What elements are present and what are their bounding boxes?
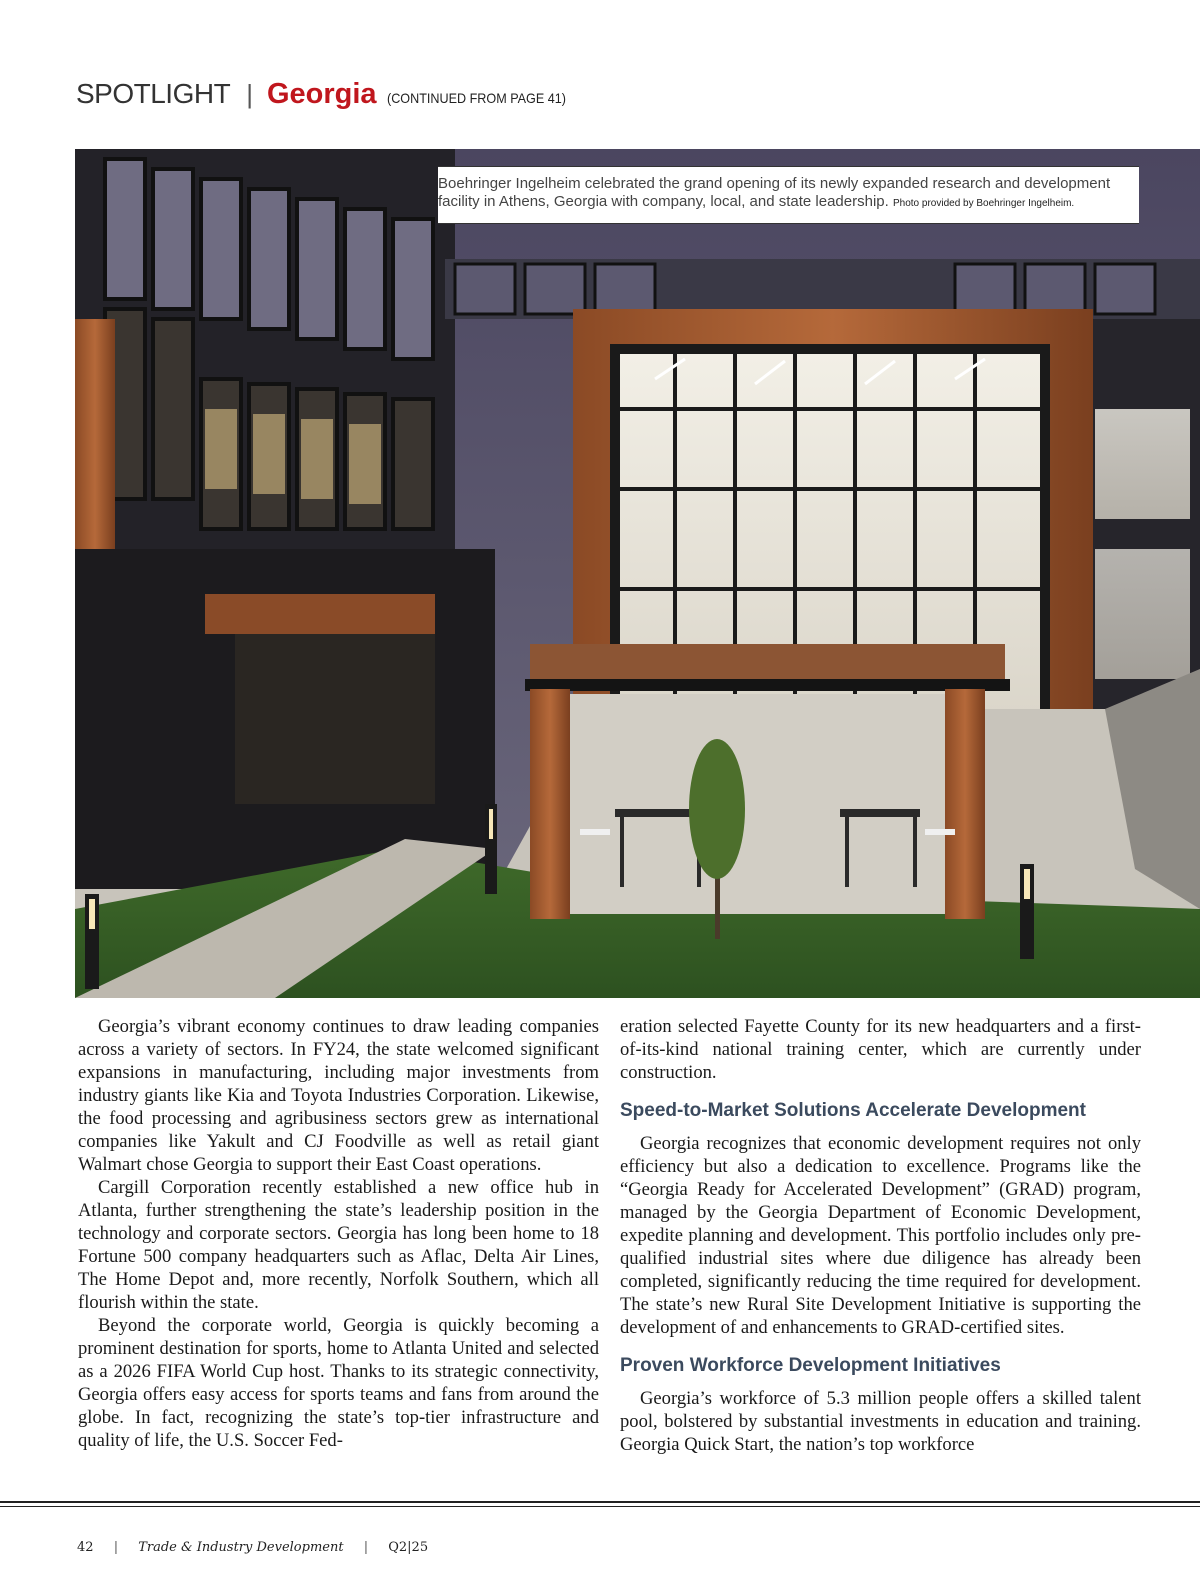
state-title: Georgia <box>266 78 377 110</box>
facility-photo <box>75 149 1200 998</box>
footer-separator: | <box>363 1540 369 1555</box>
header-separator: | <box>246 79 253 109</box>
subheading-workforce: Proven Workforce Development Initiatives <box>620 1355 1001 1376</box>
footer-rule <box>0 1501 1200 1503</box>
body-paragraph: Georgia recognizes that economic development requires not only efficiency but also a dedication to excellence. Programs like the “Georgia Ready for Accelerated Development” (GRAD) program, managed by the Georgia Department of Economic Development, expedite planning and development. This portfolio includes only pre-qualified industrial sites where due diligence has already been completed, significantly reducing the time required for development. The state’s new Rural Site Development Initiative is supporting the development of and enhancements to GRAD-certified sites. <box>620 1133 1141 1338</box>
footer-rule-thin <box>0 1506 1200 1507</box>
publication-name: Trade & Industry Development <box>138 1540 344 1555</box>
section-label: SPOTLIGHT <box>76 78 231 109</box>
issue-label: Q2|25 <box>388 1540 429 1555</box>
facility-illustration <box>75 149 1200 998</box>
continued-note: (CONTINUED FROM PAGE 41) <box>386 90 566 106</box>
footer-separator: | <box>113 1540 119 1555</box>
body-paragraph: Beyond the corporate world, Georgia is quickly becoming a prominent destination for sports, home to Atlanta United and selected as a 2026 FIFA World Cup host. Thanks to its strategic connectivity, Georgia offers easy access for sports teams and fans from around the globe. In fact, recognizing the state’s top-tier infrastructure and quality of life, the U.S. Soccer Fed- <box>78 1315 599 1451</box>
photo-caption <box>438 166 1139 224</box>
body-paragraph: Georgia’s vibrant economy continues to draw leading companies across a variety of sectors. In FY24, the state welcomed significant expansions in manufacturing, including major investments from industry giants like Kia and Toyota Industries Corporation. Likewise, the food processing and agribusiness sectors grew as international companies like Yakult and CJ Foodville as well as retail giant Walmart chose Georgia to support their East Coast operations. <box>78 1016 599 1175</box>
article-column-left <box>78 1015 599 1452</box>
caption-text: Boehringer Ingelheim celebrated the grand opening of its newly expanded research and development facility in Athens, Georgia with company, local, and state leadership. <box>438 175 1111 210</box>
article-column-right <box>620 1015 1141 1456</box>
photo-credit: Photo provided by Boehringer Ingelheim. <box>892 198 1075 209</box>
body-paragraph: eration selected Fayette County for its new headquarters and a first-of-its-kind national training center, which are currently under construction. <box>620 1016 1141 1083</box>
body-paragraph: Georgia’s workforce of 5.3 million people offers a skilled talent pool, bolstered by substantial investments in education and training. Georgia Quick Start, the nation’s top workforce <box>620 1388 1141 1455</box>
page-number: 42 <box>77 1540 94 1555</box>
page-header <box>76 78 585 118</box>
body-paragraph: Cargill Corporation recently established a new office hub in Atlanta, further strengthening the state’s leadership position in the technology and corporate sectors. Georgia has long been home to 18 Fortune 500 company headquarters such as Aflac, Delta Air Lines, The Home Depot and, more recently, Norfolk Southern, which all flourish within the state. <box>78 1177 599 1313</box>
subheading-speed-to-market: Speed-to-Market Solutions Accelerate Development <box>620 1100 1086 1121</box>
page-footer <box>77 1540 428 1555</box>
